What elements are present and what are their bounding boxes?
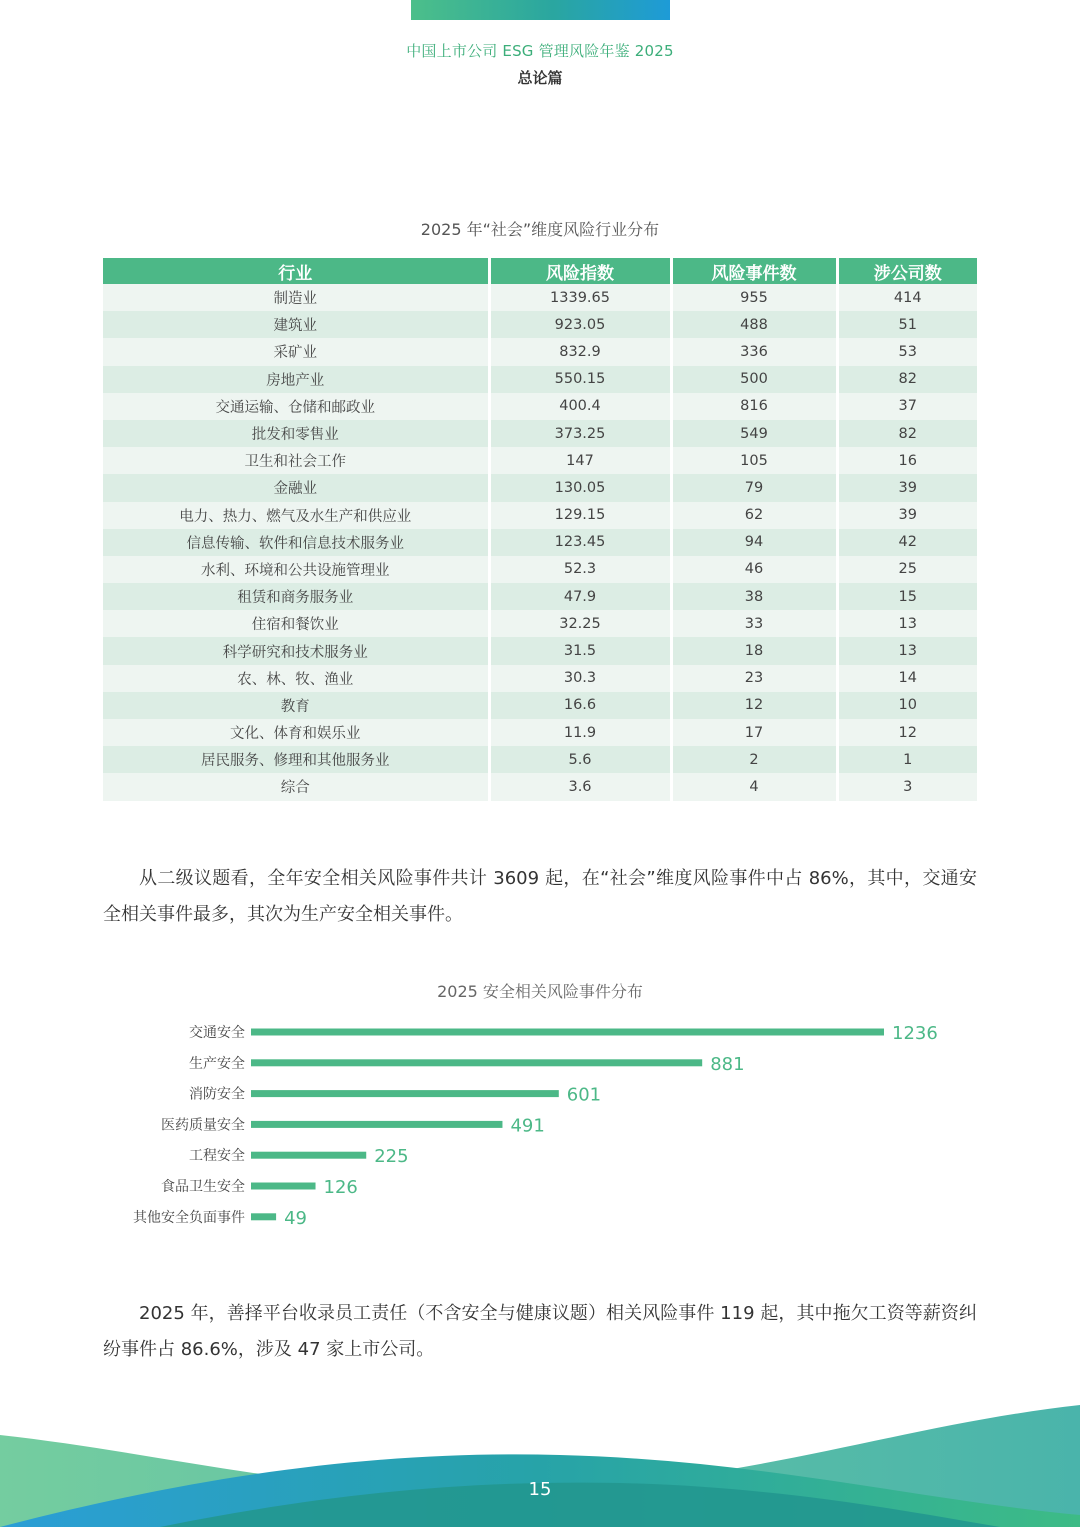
table-row	[103, 284, 977, 311]
cell-industry: 制造业	[103, 284, 489, 311]
cell-event-count: 46	[671, 556, 837, 583]
cell-event-count: 549	[671, 420, 837, 447]
bar-value-label: 601	[566, 1084, 602, 1106]
cell-risk-index: 31.5	[489, 637, 671, 664]
table-row	[103, 311, 977, 338]
cell-industry: 水利、环境和公共设施管理业	[103, 556, 489, 583]
cell-industry: 住宿和餐饮业	[103, 610, 489, 637]
cell-company-count: 37	[837, 393, 977, 420]
table-row	[103, 637, 977, 664]
cell-risk-index: 923.05	[489, 311, 671, 338]
cell-risk-index: 47.9	[489, 583, 671, 610]
bar	[251, 1059, 702, 1066]
page-number: 15	[528, 1479, 552, 1500]
cell-risk-index: 30.3	[489, 665, 671, 692]
cell-industry: 交通运输、仓储和邮政业	[103, 393, 489, 420]
cell-company-count: 15	[837, 583, 977, 610]
table-title: 2025 年“社会”维度风险行业分布	[420, 220, 660, 239]
section-title: 总论篇	[517, 69, 563, 87]
bar-category-label: 食品卫生安全	[161, 1179, 245, 1195]
cell-industry: 批发和零售业	[103, 420, 489, 447]
cell-company-count: 51	[837, 311, 977, 338]
cell-industry: 电力、热力、燃气及水生产和供应业	[103, 502, 489, 529]
bar-category-label: 工程安全	[189, 1148, 245, 1165]
cell-event-count: 33	[671, 610, 837, 637]
table-row	[103, 338, 977, 365]
cell-event-count: 2	[671, 746, 837, 773]
cell-risk-index: 123.45	[489, 529, 671, 556]
cell-industry: 租赁和商务服务业	[103, 583, 489, 610]
cell-industry: 卫生和社会工作	[103, 447, 489, 474]
bar-value-label: 881	[710, 1053, 745, 1075]
cell-company-count: 13	[837, 637, 977, 664]
cell-risk-index: 32.25	[489, 610, 671, 637]
cell-company-count: 82	[837, 420, 977, 447]
cell-company-count: 13	[837, 610, 977, 637]
cell-industry: 教育	[103, 692, 489, 719]
cell-risk-index: 147	[489, 447, 671, 474]
paragraph-safety-summary: 从二级议题看，全年安全相关风险事件共计 3609 起，在“社会”维度风险事件中占 86%，其中，交通安全相关事件最多，其次为生产安全相关事件。	[103, 868, 977, 925]
table-row	[103, 773, 977, 800]
cell-industry: 信息传输、软件和信息技术服务业	[103, 529, 489, 556]
cell-industry: 文化、体育和娱乐业	[103, 719, 489, 746]
cell-risk-index: 5.6	[489, 746, 671, 773]
cell-risk-index: 550.15	[489, 366, 671, 393]
table-row	[103, 393, 977, 420]
cell-event-count: 500	[671, 366, 837, 393]
cell-event-count: 23	[671, 665, 837, 692]
bar-value-label: 1236	[892, 1023, 938, 1044]
table-row	[103, 366, 977, 393]
column-header-risk-index: 风险指数	[489, 258, 671, 284]
cell-event-count: 488	[671, 311, 837, 338]
bar-category-label: 其他安全负面事件	[133, 1209, 245, 1226]
bar	[251, 1152, 366, 1159]
table-row	[103, 610, 977, 637]
bar-value-label: 126	[323, 1177, 358, 1198]
bar-value-label: 491	[510, 1115, 545, 1137]
cell-event-count: 17	[671, 719, 837, 746]
cell-risk-index: 1339.65	[489, 284, 671, 311]
bar-category-label: 消防安全	[189, 1086, 245, 1103]
cell-company-count: 82	[837, 366, 977, 393]
table-header-row	[103, 258, 977, 284]
table-row	[103, 746, 977, 773]
bar	[251, 1029, 884, 1036]
column-header-event-count: 风险事件数	[671, 258, 837, 284]
cell-event-count: 816	[671, 393, 837, 420]
table-row	[103, 719, 977, 746]
table-row	[103, 420, 977, 447]
cell-industry: 科学研究和技术服务业	[103, 637, 489, 664]
cell-risk-index: 832.9	[489, 338, 671, 365]
bar-value-label: 49	[284, 1207, 308, 1229]
bar-category-label: 交通安全	[189, 1025, 245, 1041]
cell-risk-index: 129.15	[489, 502, 671, 529]
cell-event-count: 4	[671, 773, 837, 800]
table-row	[103, 665, 977, 692]
cell-event-count: 38	[671, 583, 837, 610]
bar	[251, 1121, 502, 1128]
cell-risk-index: 3.6	[489, 773, 671, 800]
cell-industry: 房地产业	[103, 366, 489, 393]
cell-company-count: 12	[837, 719, 977, 746]
cell-industry: 建筑业	[103, 311, 489, 338]
cell-industry: 农、林、牧、渔业	[103, 665, 489, 692]
bar-value-label: 225	[374, 1146, 409, 1168]
cell-event-count: 336	[671, 338, 837, 365]
bar	[251, 1090, 559, 1097]
bar	[251, 1213, 276, 1220]
industry-risk-table	[103, 258, 977, 801]
cell-industry: 金融业	[103, 474, 489, 501]
cell-industry: 采矿业	[103, 338, 489, 365]
report-title: 中国上市公司 ESG 管理风险年鉴 2025	[406, 42, 674, 60]
cell-industry: 综合	[103, 773, 489, 800]
cell-risk-index: 130.05	[489, 474, 671, 501]
cell-risk-index: 16.6	[489, 692, 671, 719]
cell-event-count: 955	[671, 284, 837, 311]
table-row	[103, 583, 977, 610]
table-row	[103, 692, 977, 719]
cell-company-count: 42	[837, 529, 977, 556]
column-header-company-count: 涉公司数	[837, 258, 977, 284]
cell-company-count: 53	[837, 338, 977, 365]
cell-company-count: 39	[837, 474, 977, 501]
cell-event-count: 79	[671, 474, 837, 501]
table-row	[103, 474, 977, 501]
paragraph-employee-responsibility: 2025 年，善择平台收录员工责任（不含安全与健康议题）相关风险事件 119 起，其中拖欠工资等薪资纠纷事件占 86.6%，涉及 47 家上市公司。	[103, 1303, 977, 1360]
cell-company-count: 25	[837, 556, 977, 583]
cell-event-count: 62	[671, 502, 837, 529]
cell-company-count: 10	[837, 692, 977, 719]
bar-category-label: 生产安全	[189, 1055, 245, 1072]
table-row	[103, 447, 977, 474]
cell-event-count: 105	[671, 447, 837, 474]
cell-company-count: 16	[837, 447, 977, 474]
cell-risk-index: 373.25	[489, 420, 671, 447]
cell-event-count: 18	[671, 637, 837, 664]
table-row	[103, 529, 977, 556]
column-header-industry: 行业	[103, 258, 489, 284]
cell-risk-index: 400.4	[489, 393, 671, 420]
bar-category-label: 医药质量安全	[161, 1117, 245, 1134]
cell-company-count: 414	[837, 284, 977, 311]
table-row	[103, 502, 977, 529]
cell-risk-index: 52.3	[489, 556, 671, 583]
safety-events-bar-chart	[0, 1010, 1080, 1240]
cell-company-count: 14	[837, 665, 977, 692]
table-row	[103, 556, 977, 583]
cell-event-count: 12	[671, 692, 837, 719]
cell-event-count: 94	[671, 529, 837, 556]
cell-risk-index: 11.9	[489, 719, 671, 746]
chart-title: 2025 安全相关风险事件分布	[437, 982, 643, 1001]
cell-company-count: 3	[837, 773, 977, 800]
cell-company-count: 39	[837, 502, 977, 529]
header-accent-bar	[411, 0, 670, 20]
bar	[251, 1183, 316, 1190]
footer-wave-decoration	[0, 1405, 1080, 1527]
cell-company-count: 1	[837, 746, 977, 773]
cell-industry: 居民服务、修理和其他服务业	[103, 746, 489, 773]
